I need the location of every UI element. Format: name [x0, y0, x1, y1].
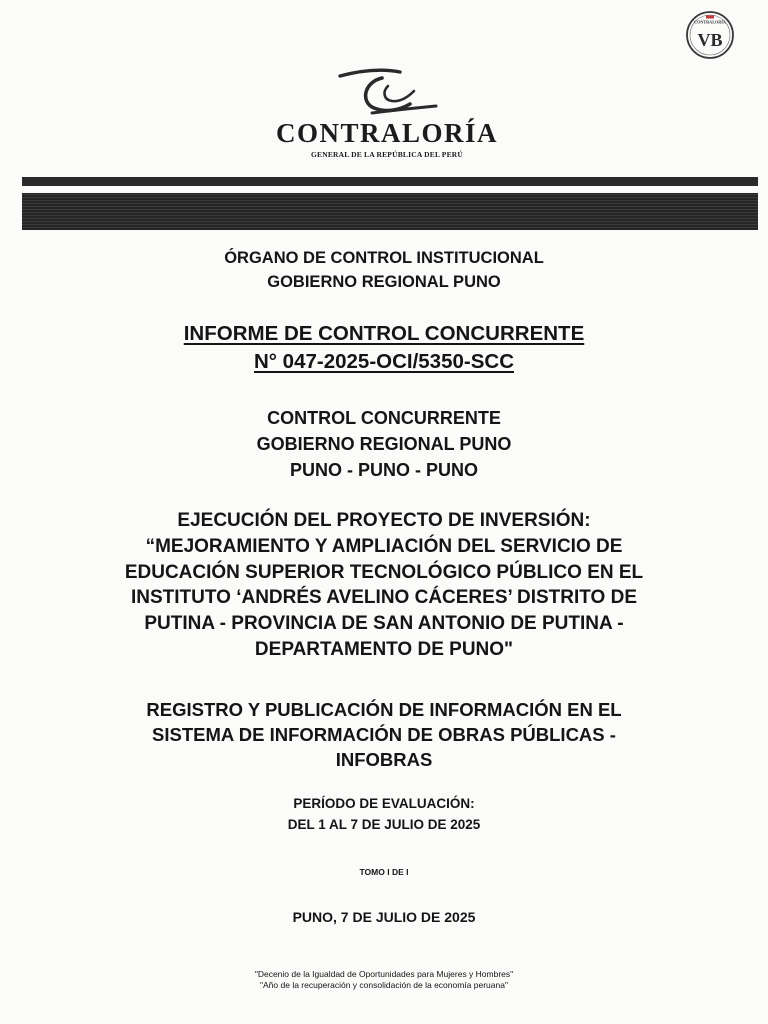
project-line: “MEJORAMIENTO Y AMPLIACIÓN DEL SERVICIO DE	[145, 535, 623, 557]
project-line: EDUCACIÓN SUPERIOR TECNOLÓGICO PÚBLICO EN EL	[124, 561, 644, 583]
vb-approval-stamp	[685, 10, 735, 60]
registro-line: REGISTRO Y PUBLICACIÓN DE INFORMACIÓN EN EL	[146, 699, 622, 720]
contraloria-logo-icon	[334, 66, 440, 124]
period-range: DEL 1 AL 7 DE JULIO DE 2025	[287, 817, 481, 832]
project-line: PUTINA - PROVINCIA DE SAN ANTONIO DE PUTINA -	[144, 613, 624, 635]
header-divider-thin	[22, 177, 758, 186]
brand-subtitle: GENERAL DE LA REPÚBLICA DEL PERÚ	[310, 150, 464, 159]
report-title-line: INFORME DE CONTROL CONCURRENTE	[183, 322, 585, 345]
project-line: INSTITUTO ‘ANDRÉS AVELINO CÁCERES’ DISTRITO DE	[130, 587, 637, 609]
evaluation-period	[0, 793, 768, 835]
control-line: PUNO - PUNO - PUNO	[289, 460, 478, 480]
svg-text:CONTRALORÍA: CONTRALORÍA	[694, 19, 726, 25]
brand-name: CONTRALORÍA	[275, 118, 499, 148]
footer-mottos	[0, 969, 768, 991]
project-line: EJECUCIÓN DEL PROYECTO DE INVERSIÓN:	[177, 510, 591, 531]
control-line: GOBIERNO REGIONAL PUNO	[256, 434, 512, 454]
place-date: PUNO, 7 DE JULIO DE 2025	[292, 909, 476, 925]
report-title	[0, 320, 768, 376]
registro-line: SISTEMA DE INFORMACIÓN DE OBRAS PÚBLICAS -	[152, 724, 616, 745]
footer-line: "Decenio de la Igualdad de Oportunidades para Mujeres y Hombres"	[254, 969, 514, 979]
organo-line: ÓRGANO DE CONTROL INSTITUCIONAL	[224, 249, 544, 267]
organo-line: GOBIERNO REGIONAL PUNO	[267, 273, 501, 291]
svg-text:VB: VB	[697, 30, 723, 50]
period-label: PERÍODO DE EVALUACIÓN:	[293, 796, 475, 811]
control-line: CONTROL CONCURRENTE	[267, 408, 501, 428]
control-block	[0, 405, 768, 483]
report-number: N° 047-2025-OCI/5350-SCC	[253, 350, 514, 373]
registro-line: INFOBRAS	[335, 749, 433, 770]
project-line: DEPARTAMENTO DE PUNO"	[254, 638, 514, 660]
project-title	[0, 508, 768, 663]
volume-label: TOMO I DE I	[359, 867, 409, 877]
organo-heading	[0, 246, 768, 294]
registro-block	[0, 697, 768, 772]
footer-line: "Año de la recuperación y consolidación de la economía peruana"	[260, 980, 508, 990]
header-divider-thick	[22, 193, 758, 230]
